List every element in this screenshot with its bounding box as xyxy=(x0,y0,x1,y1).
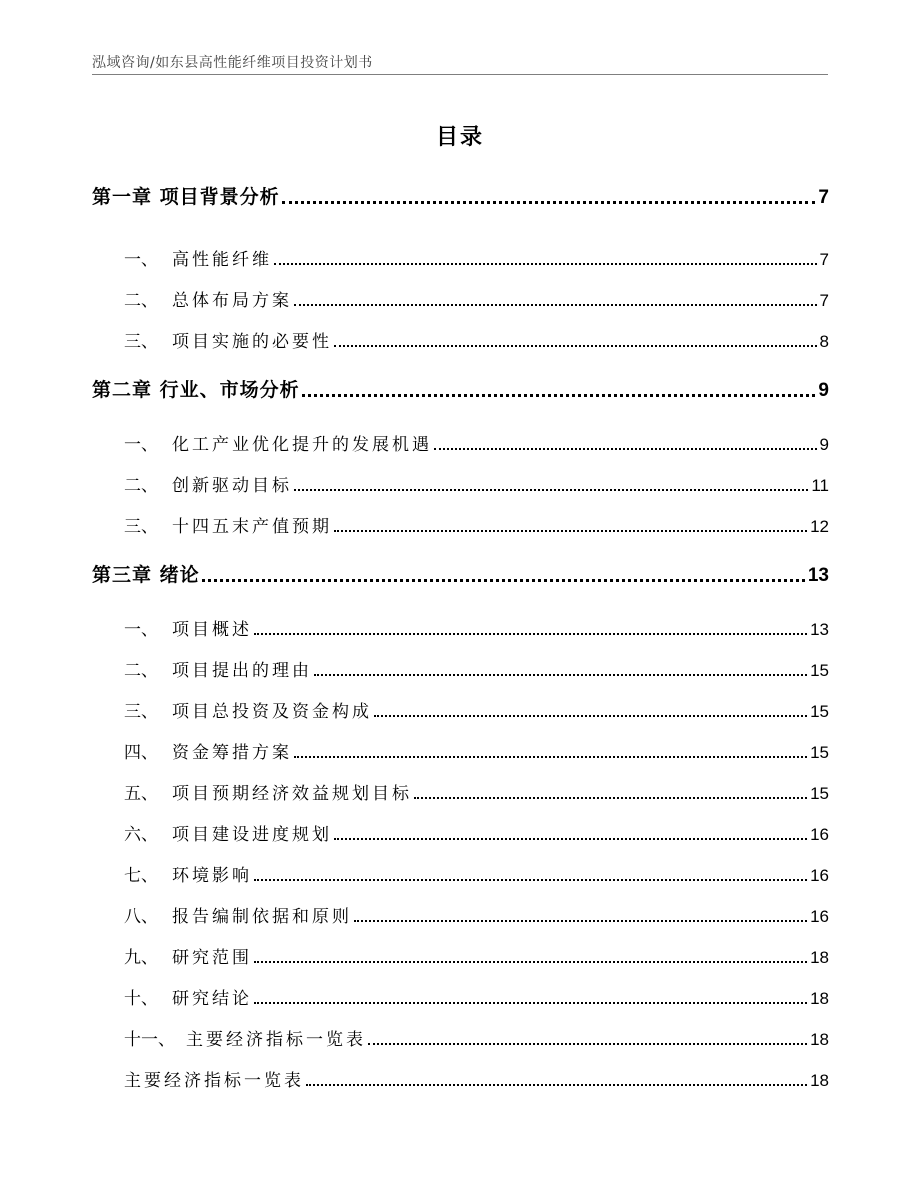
dot-leader xyxy=(434,448,817,450)
toc-entry-label xyxy=(124,656,312,681)
toc-table-entry[interactable] xyxy=(124,1067,829,1091)
toc-entry-label xyxy=(124,779,412,804)
toc-section-3-11[interactable] xyxy=(124,1026,829,1050)
dot-leader xyxy=(254,961,807,963)
section-title: 项目建设进度规划 xyxy=(172,825,332,845)
toc-page-number: 18 xyxy=(810,948,829,967)
toc-page-number: 18 xyxy=(810,989,829,1008)
section-title: 研究结论 xyxy=(172,989,252,1009)
section-title: 报告编制依据和原则 xyxy=(172,907,352,927)
section-number: 四、 xyxy=(124,743,158,763)
toc-entry-label xyxy=(124,245,272,270)
section-title: 研究范围 xyxy=(172,948,252,968)
section-number: 九、 xyxy=(124,948,158,968)
dot-leader xyxy=(294,489,808,491)
dot-leader xyxy=(306,1084,807,1086)
toc-page-number: 15 xyxy=(810,784,829,803)
toc-page-number: 15 xyxy=(810,661,829,680)
toc-entry-label xyxy=(124,697,372,722)
section-title: 化工产业优化提升的发展机遇 xyxy=(172,435,432,455)
toc-section-3-1[interactable] xyxy=(124,616,829,640)
toc-section-3-4[interactable] xyxy=(124,739,829,763)
toc-page-number: 13 xyxy=(807,565,829,586)
toc-section-3-3[interactable] xyxy=(124,698,829,722)
dot-leader xyxy=(334,345,817,347)
toc-entry-label xyxy=(124,430,432,455)
dot-leader xyxy=(282,201,816,204)
toc-entry-label xyxy=(124,861,252,886)
section-title: 高性能纤维 xyxy=(172,250,272,270)
dot-leader xyxy=(368,1043,807,1045)
dot-leader xyxy=(334,530,807,532)
toc-entry-label xyxy=(124,738,292,763)
section-title: 创新驱动目标 xyxy=(172,476,292,496)
toc-section-3-6[interactable] xyxy=(124,821,829,845)
toc-entry-label: 第二章 行业、市场分析 xyxy=(92,379,300,401)
toc-page-number: 15 xyxy=(810,702,829,721)
dot-leader xyxy=(334,838,807,840)
toc-entry-label xyxy=(124,902,352,927)
toc-page-number: 12 xyxy=(810,517,829,536)
toc-entry-label xyxy=(124,615,252,640)
section-number: 五、 xyxy=(124,784,158,804)
toc-section-3-2[interactable] xyxy=(124,657,829,681)
section-number: 三、 xyxy=(124,517,158,537)
toc-section-2-3[interactable] xyxy=(124,513,829,537)
toc-title: 目录 xyxy=(435,125,484,150)
dot-leader xyxy=(354,920,807,922)
toc-page-number: 18 xyxy=(810,1071,829,1090)
toc-section-1-3[interactable] xyxy=(124,328,829,352)
section-number: 六、 xyxy=(124,825,158,845)
section-number: 十、 xyxy=(124,989,158,1009)
dot-leader xyxy=(254,1002,807,1004)
dot-leader xyxy=(314,674,807,676)
toc-section-3-9[interactable] xyxy=(124,944,829,968)
dot-leader xyxy=(294,756,807,758)
toc-entry-label xyxy=(124,943,252,968)
running-header: 泓域咨询/如东县高性能纤维项目投资计划书 xyxy=(92,55,373,71)
toc-entry-label xyxy=(124,1025,366,1050)
section-title: 环境影响 xyxy=(172,866,252,886)
section-title: 总体布局方案 xyxy=(172,291,292,311)
toc-section-2-2[interactable] xyxy=(124,472,829,496)
dot-leader xyxy=(274,263,817,265)
toc-section-1-2[interactable] xyxy=(124,287,829,311)
toc-page-number: 18 xyxy=(810,1030,829,1049)
section-number: 二、 xyxy=(124,661,158,681)
dot-leader xyxy=(374,715,807,717)
toc-entry-label: 第一章 项目背景分析 xyxy=(92,186,280,208)
toc-page-number: 16 xyxy=(810,825,829,844)
section-title: 十四五末产值预期 xyxy=(172,517,332,537)
section-title: 资金筹措方案 xyxy=(172,743,292,763)
section-number: 七、 xyxy=(124,866,158,886)
toc-page-number: 16 xyxy=(810,866,829,885)
toc-entry-label xyxy=(124,820,332,845)
toc-entry-label xyxy=(124,512,332,537)
dot-leader xyxy=(254,879,807,881)
toc-page-number: 16 xyxy=(810,907,829,926)
toc-section-3-8[interactable] xyxy=(124,903,829,927)
toc-section-3-5[interactable] xyxy=(124,780,829,804)
toc-chapter-1[interactable] xyxy=(92,185,829,209)
toc-page-number: 7 xyxy=(818,187,829,208)
dot-leader xyxy=(302,394,816,397)
toc-page-number: 15 xyxy=(810,743,829,762)
section-number: 三、 xyxy=(124,702,158,722)
section-title: 主要经济指标一览表 xyxy=(186,1030,366,1050)
section-number: 八、 xyxy=(124,907,158,927)
toc-entry-label xyxy=(124,327,332,352)
toc-page-number: 9 xyxy=(819,435,829,454)
toc-chapter-2[interactable] xyxy=(92,378,829,402)
toc-section-3-7[interactable] xyxy=(124,862,829,886)
toc-page-number: 11 xyxy=(811,476,829,495)
dot-leader xyxy=(414,797,807,799)
toc-page-number: 13 xyxy=(810,620,829,639)
toc-entry-label xyxy=(124,286,292,311)
toc-page-number: 7 xyxy=(819,250,829,269)
toc-entry-label: 主要经济指标一览表 xyxy=(124,1071,304,1091)
dot-leader xyxy=(254,633,807,635)
dot-leader xyxy=(294,304,817,306)
toc-entry-label xyxy=(124,471,292,496)
toc-page-number: 7 xyxy=(819,291,829,310)
section-title: 项目概述 xyxy=(172,620,252,640)
section-number: 二、 xyxy=(124,291,158,311)
section-number: 十一、 xyxy=(124,1030,175,1050)
section-number: 一、 xyxy=(124,250,158,270)
toc-section-1-1[interactable] xyxy=(124,246,829,270)
toc-section-2-1[interactable] xyxy=(124,431,829,455)
section-title: 项目预期经济效益规划目标 xyxy=(172,784,412,804)
dot-leader xyxy=(202,579,805,582)
section-number: 一、 xyxy=(124,620,158,640)
toc-chapter-3[interactable] xyxy=(92,563,829,587)
toc-entry-label xyxy=(124,984,252,1009)
section-title: 项目总投资及资金构成 xyxy=(172,702,372,722)
section-title: 项目实施的必要性 xyxy=(172,332,332,352)
section-number: 二、 xyxy=(124,476,158,496)
toc-entry-label: 第三章 绪论 xyxy=(92,564,200,586)
toc-section-3-10[interactable] xyxy=(124,985,829,1009)
section-number: 一、 xyxy=(124,435,158,455)
toc-page-number: 9 xyxy=(818,380,829,401)
section-number: 三、 xyxy=(124,332,158,352)
toc-page-number: 8 xyxy=(819,332,829,351)
section-title: 项目提出的理由 xyxy=(172,661,312,681)
